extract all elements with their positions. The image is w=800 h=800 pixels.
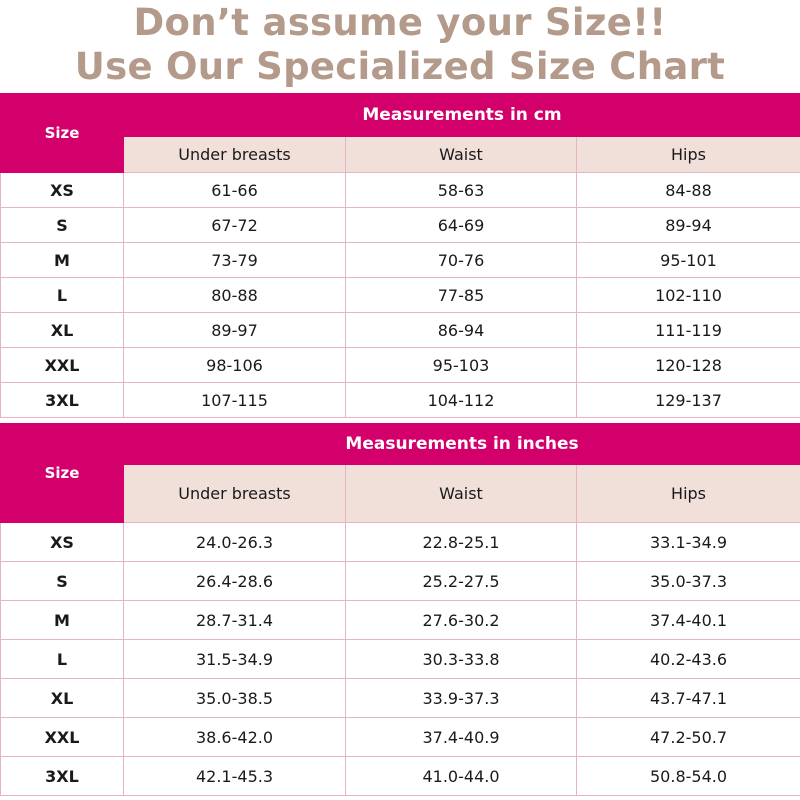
size-cell: S — [1, 208, 124, 243]
under-breasts-cell: 35.0-38.5 — [124, 679, 346, 718]
waist-cell: 22.8-25.1 — [346, 523, 577, 562]
inch-col-hips: Hips — [577, 465, 800, 523]
title-line-1: Don’t assume your Size!! — [133, 1, 667, 44]
hips-cell: 47.2-50.7 — [577, 718, 800, 757]
inch-measurements-header: Measurements in inches — [124, 424, 800, 465]
waist-cell: 77-85 — [346, 278, 577, 313]
inch-col-under-breasts: Under breasts — [124, 465, 346, 523]
under-breasts-cell: 28.7-31.4 — [124, 601, 346, 640]
cm-size-table — [0, 93, 800, 418]
cm-row-l — [1, 278, 800, 313]
inch-row-xl — [1, 679, 800, 718]
waist-cell: 41.0-44.0 — [346, 757, 577, 796]
under-breasts-cell: 89-97 — [124, 313, 346, 348]
size-cell: XL — [1, 313, 124, 348]
under-breasts-cell: 24.0-26.3 — [124, 523, 346, 562]
size-cell: S — [1, 562, 124, 601]
cm-row-xs — [1, 173, 800, 208]
title-line-2: Use Our Specialized Size Chart — [74, 45, 726, 88]
inch-row-xs — [1, 523, 800, 562]
cm-row-m — [1, 243, 800, 278]
inch-row-3xl — [1, 757, 800, 796]
waist-cell: 95-103 — [346, 348, 577, 383]
under-breasts-cell: 67-72 — [124, 208, 346, 243]
size-cell: 3XL — [1, 383, 124, 418]
inch-row-m — [1, 601, 800, 640]
cm-col-under-breasts: Under breasts — [124, 137, 346, 173]
inch-col-waist: Waist — [346, 465, 577, 523]
size-cell: M — [1, 601, 124, 640]
hips-cell: 35.0-37.3 — [577, 562, 800, 601]
inch-row-l — [1, 640, 800, 679]
waist-cell: 27.6-30.2 — [346, 601, 577, 640]
waist-cell: 58-63 — [346, 173, 577, 208]
size-cell: XXL — [1, 348, 124, 383]
under-breasts-cell: 42.1-45.3 — [124, 757, 346, 796]
hips-cell: 40.2-43.6 — [577, 640, 800, 679]
waist-cell: 25.2-27.5 — [346, 562, 577, 601]
under-breasts-cell: 38.6-42.0 — [124, 718, 346, 757]
size-cell: L — [1, 278, 124, 313]
size-cell: XL — [1, 679, 124, 718]
inch-size-header: Size — [1, 424, 124, 523]
hips-cell: 102-110 — [577, 278, 800, 313]
waist-cell: 37.4-40.9 — [346, 718, 577, 757]
hips-cell: 43.7-47.1 — [577, 679, 800, 718]
cm-measurements-header: Measurements in cm — [124, 94, 800, 137]
waist-cell: 86-94 — [346, 313, 577, 348]
cm-col-hips: Hips — [577, 137, 800, 173]
waist-cell: 33.9-37.3 — [346, 679, 577, 718]
cm-row-s — [1, 208, 800, 243]
size-cell: L — [1, 640, 124, 679]
hips-cell: 111-119 — [577, 313, 800, 348]
cm-row-xxl — [1, 348, 800, 383]
inch-row-s — [1, 562, 800, 601]
under-breasts-cell: 61-66 — [124, 173, 346, 208]
under-breasts-cell: 98-106 — [124, 348, 346, 383]
size-cell: M — [1, 243, 124, 278]
under-breasts-cell: 31.5-34.9 — [124, 640, 346, 679]
under-breasts-cell: 80-88 — [124, 278, 346, 313]
under-breasts-cell: 26.4-28.6 — [124, 562, 346, 601]
size-cell: XS — [1, 523, 124, 562]
hips-cell: 37.4-40.1 — [577, 601, 800, 640]
hips-cell: 95-101 — [577, 243, 800, 278]
cm-row-xl — [1, 313, 800, 348]
waist-cell: 30.3-33.8 — [346, 640, 577, 679]
waist-cell: 70-76 — [346, 243, 577, 278]
hips-cell: 89-94 — [577, 208, 800, 243]
cm-col-waist: Waist — [346, 137, 577, 173]
hips-cell: 50.8-54.0 — [577, 757, 800, 796]
under-breasts-cell: 107-115 — [124, 383, 346, 418]
inch-size-table — [0, 423, 800, 796]
size-cell: 3XL — [1, 757, 124, 796]
waist-cell: 64-69 — [346, 208, 577, 243]
cm-size-header: Size — [1, 94, 124, 173]
hips-cell: 33.1-34.9 — [577, 523, 800, 562]
cm-row-3xl — [1, 383, 800, 418]
inch-row-xxl — [1, 718, 800, 757]
hips-cell: 120-128 — [577, 348, 800, 383]
waist-cell: 104-112 — [346, 383, 577, 418]
hips-cell: 84-88 — [577, 173, 800, 208]
size-cell: XS — [1, 173, 124, 208]
size-cell: XXL — [1, 718, 124, 757]
hips-cell: 129-137 — [577, 383, 800, 418]
under-breasts-cell: 73-79 — [124, 243, 346, 278]
